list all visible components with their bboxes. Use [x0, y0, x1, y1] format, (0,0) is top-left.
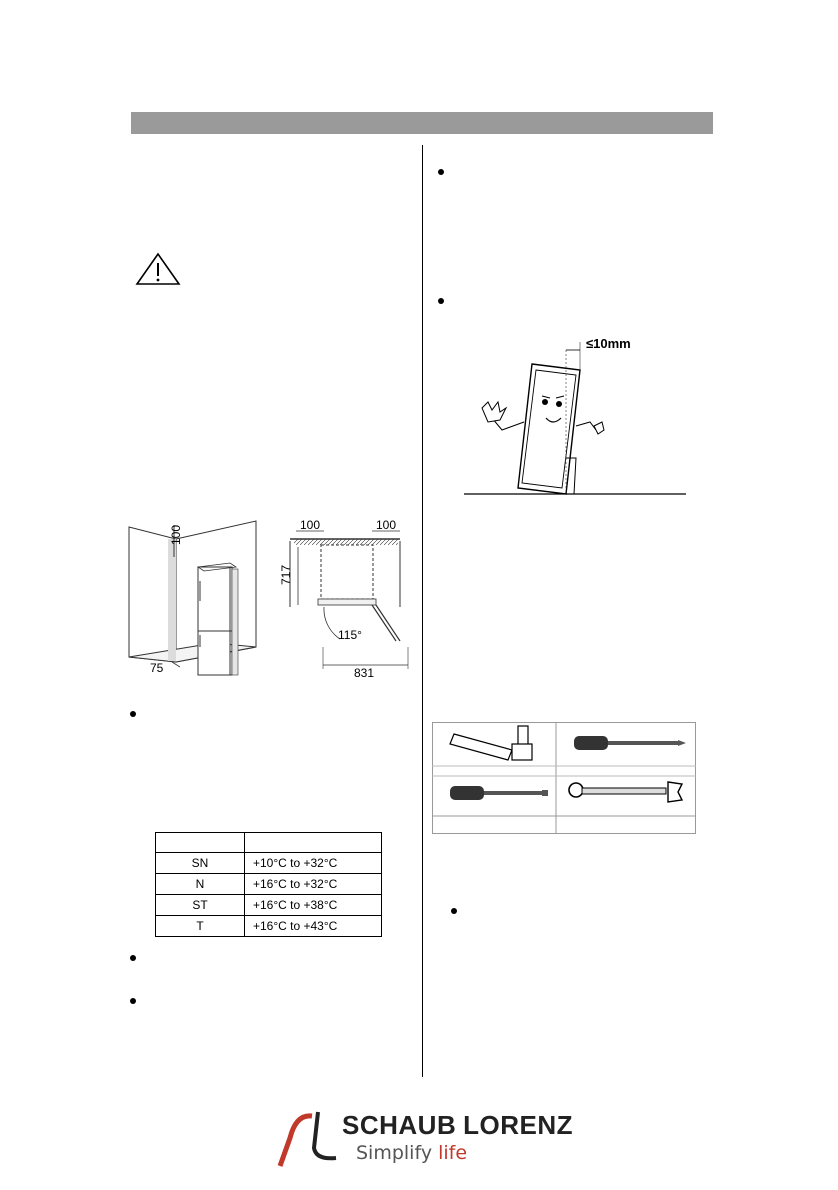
door-tilt-diagram	[462, 330, 688, 498]
logo-brand	[342, 1110, 573, 1141]
bullet	[130, 998, 136, 1004]
width-label: 831	[353, 666, 375, 680]
logo-tagline-main: Simplify	[356, 1142, 439, 1164]
bullet	[451, 908, 457, 914]
table-header-class	[156, 833, 245, 853]
installation-clearance-diagram	[124, 517, 412, 681]
angle-label: 115°	[338, 628, 362, 642]
climate-class-cell: SN	[156, 853, 245, 874]
bullet	[130, 711, 136, 717]
required-tools-figure	[432, 722, 696, 834]
side-left-label: 100	[299, 518, 321, 532]
column-divider	[422, 145, 423, 1077]
section-header-bar	[131, 112, 713, 134]
table-row	[156, 916, 382, 937]
climate-class-cell: N	[156, 874, 245, 895]
climate-class-table	[155, 832, 382, 937]
climate-class-cell: T	[156, 916, 245, 937]
tilt-label: ≤10mm	[586, 336, 631, 351]
climate-class-cell: ST	[156, 895, 245, 916]
bottom-gap-label: 75	[150, 661, 164, 675]
logo-tagline-accent: life	[438, 1142, 468, 1164]
temperature-range-cell: +16°C to +38°C	[245, 895, 382, 916]
top-clearance-label: 100	[169, 524, 183, 546]
depth-label: 717	[279, 564, 293, 586]
logo-brand-second: LORENZ	[463, 1110, 574, 1140]
bullet	[438, 169, 444, 175]
bullet	[438, 298, 444, 304]
temperature-range-cell: +16°C to +32°C	[245, 874, 382, 895]
logo-brand-first: SCHAUB	[342, 1110, 457, 1140]
warning-icon	[135, 252, 181, 286]
table-header-row	[156, 833, 382, 853]
bullet	[130, 955, 136, 961]
temperature-range-cell: +16°C to +43°C	[245, 916, 382, 937]
logo-tagline	[356, 1142, 467, 1164]
side-right-label: 100	[375, 518, 397, 532]
temperature-range-cell: +10°C to +32°C	[245, 853, 382, 874]
table-row	[156, 853, 382, 874]
table-row	[156, 895, 382, 916]
table-header-range	[245, 833, 382, 853]
table-row	[156, 874, 382, 895]
